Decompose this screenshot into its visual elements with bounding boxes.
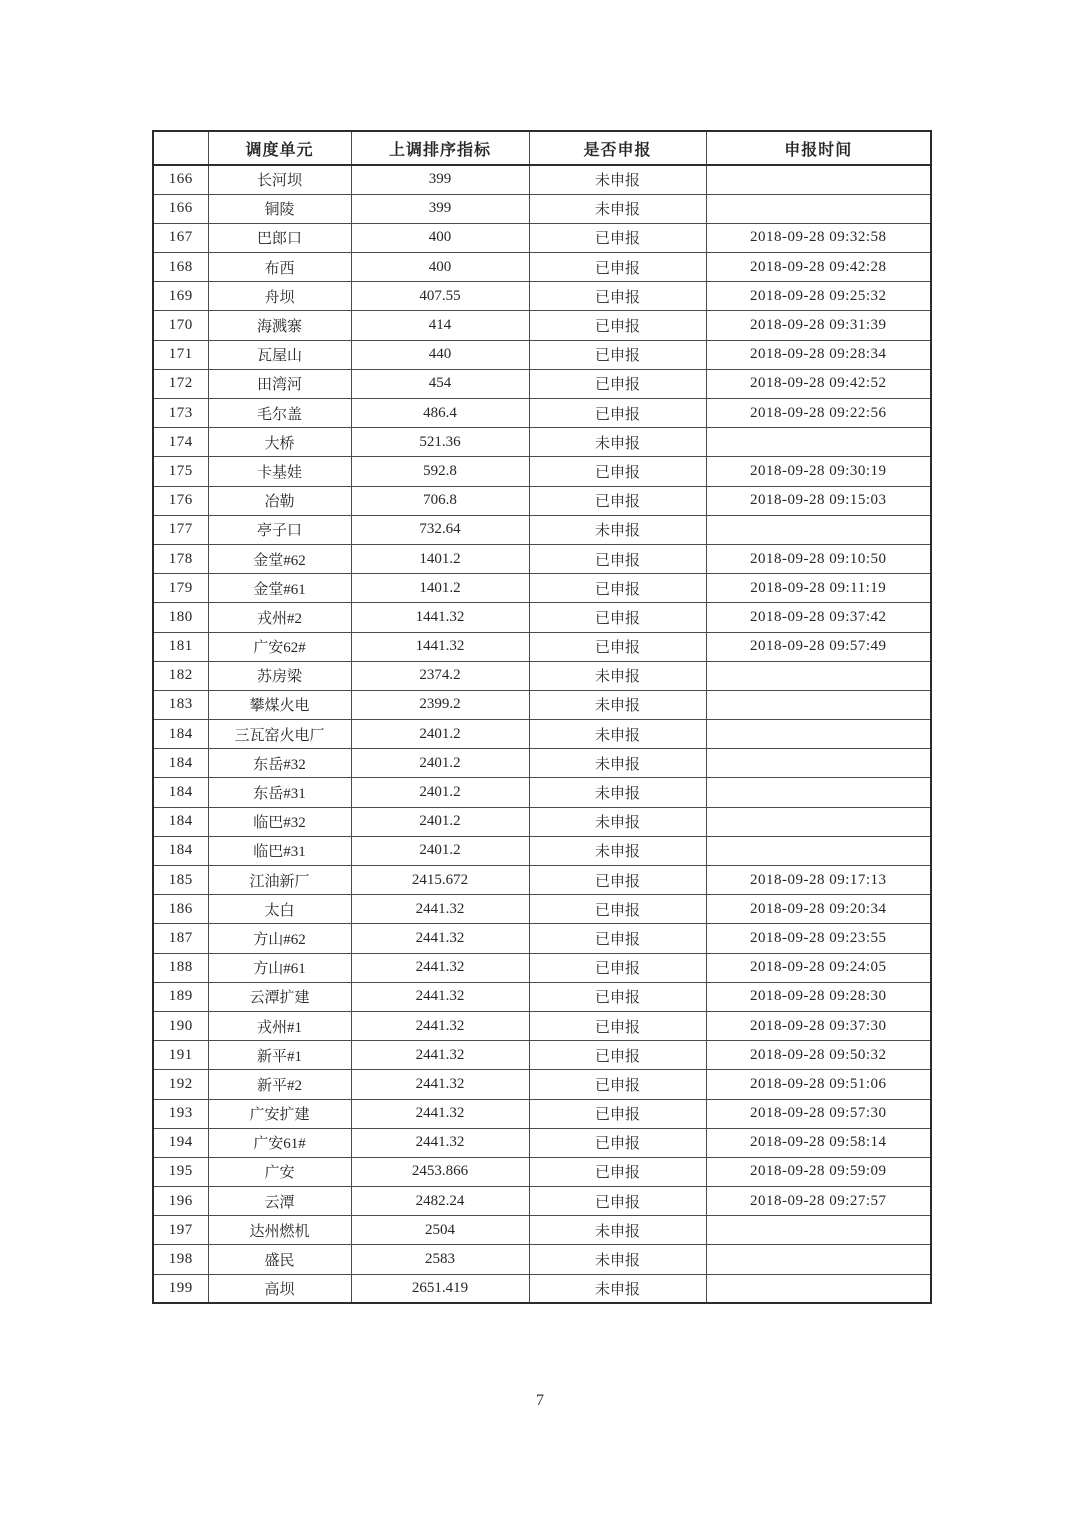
cell-declared: 已申报 <box>529 223 706 252</box>
table-row <box>153 544 931 573</box>
table-row <box>153 1041 931 1070</box>
cell-rank: 171 <box>153 340 208 369</box>
cell-unit: 苏房梁 <box>208 661 351 690</box>
cell-declared: 已申报 <box>529 632 706 661</box>
cell-unit: 瓦屋山 <box>208 340 351 369</box>
table-row <box>153 720 931 749</box>
table-row <box>153 457 931 486</box>
cell-declared: 已申报 <box>529 486 706 515</box>
cell-indicator: 2401.2 <box>351 749 529 778</box>
cell-time: 2018-09-28 09:50:32 <box>706 1041 931 1070</box>
cell-time <box>706 1274 931 1303</box>
cell-time: 2018-09-28 09:28:34 <box>706 340 931 369</box>
cell-indicator: 2441.32 <box>351 924 529 953</box>
cell-time <box>706 836 931 865</box>
cell-rank: 184 <box>153 778 208 807</box>
cell-unit: 金堂#61 <box>208 574 351 603</box>
cell-unit: 临巴#32 <box>208 807 351 836</box>
cell-unit: 布西 <box>208 253 351 282</box>
cell-time <box>706 661 931 690</box>
cell-time: 2018-09-28 09:15:03 <box>706 486 931 515</box>
cell-rank: 194 <box>153 1128 208 1157</box>
cell-indicator: 2453.866 <box>351 1157 529 1186</box>
cell-declared: 已申报 <box>529 1099 706 1128</box>
table-row <box>153 311 931 340</box>
cell-declared: 已申报 <box>529 1187 706 1216</box>
cell-rank: 195 <box>153 1157 208 1186</box>
table-row <box>153 632 931 661</box>
table-row <box>153 1245 931 1274</box>
cell-rank: 172 <box>153 369 208 398</box>
cell-indicator: 706.8 <box>351 486 529 515</box>
table-row <box>153 369 931 398</box>
cell-declared: 已申报 <box>529 1128 706 1157</box>
table-row <box>153 1216 931 1245</box>
cell-indicator: 2651.419 <box>351 1274 529 1303</box>
table-row <box>153 282 931 311</box>
cell-time: 2018-09-28 09:31:39 <box>706 311 931 340</box>
cell-time: 2018-09-28 09:42:28 <box>706 253 931 282</box>
cell-time: 2018-09-28 09:30:19 <box>706 457 931 486</box>
cell-unit: 云潭 <box>208 1187 351 1216</box>
cell-indicator: 2415.672 <box>351 866 529 895</box>
cell-unit: 广安扩建 <box>208 1099 351 1128</box>
cell-unit: 盛民 <box>208 1245 351 1274</box>
cell-unit: 金堂#62 <box>208 544 351 573</box>
cell-declared: 未申报 <box>529 515 706 544</box>
cell-rank: 166 <box>153 165 208 194</box>
cell-time <box>706 778 931 807</box>
cell-rank: 168 <box>153 253 208 282</box>
cell-unit: 广安 <box>208 1157 351 1186</box>
cell-indicator: 414 <box>351 311 529 340</box>
cell-unit: 戎州#1 <box>208 1011 351 1040</box>
cell-indicator: 2441.32 <box>351 1128 529 1157</box>
cell-time: 2018-09-28 09:51:06 <box>706 1070 931 1099</box>
cell-unit: 三瓦窑火电厂 <box>208 720 351 749</box>
cell-unit: 云潭扩建 <box>208 982 351 1011</box>
cell-declared: 已申报 <box>529 866 706 895</box>
table-row <box>153 253 931 282</box>
cell-rank: 181 <box>153 632 208 661</box>
cell-unit: 亭子口 <box>208 515 351 544</box>
table-row <box>153 1099 931 1128</box>
cell-indicator: 2401.2 <box>351 807 529 836</box>
cell-rank: 186 <box>153 895 208 924</box>
cell-unit: 达州燃机 <box>208 1216 351 1245</box>
column-header-rank <box>153 131 208 165</box>
cell-rank: 184 <box>153 807 208 836</box>
cell-unit: 新平#1 <box>208 1041 351 1070</box>
cell-time: 2018-09-28 09:37:30 <box>706 1011 931 1040</box>
cell-indicator: 2504 <box>351 1216 529 1245</box>
cell-declared: 已申报 <box>529 953 706 982</box>
cell-declared: 已申报 <box>529 1157 706 1186</box>
cell-declared: 未申报 <box>529 690 706 719</box>
cell-indicator: 2441.32 <box>351 895 529 924</box>
cell-indicator: 732.64 <box>351 515 529 544</box>
cell-indicator: 2441.32 <box>351 982 529 1011</box>
cell-declared: 已申报 <box>529 311 706 340</box>
header-row <box>153 131 931 165</box>
cell-time <box>706 194 931 223</box>
cell-unit: 攀煤火电 <box>208 690 351 719</box>
table-row <box>153 953 931 982</box>
cell-unit: 东岳#32 <box>208 749 351 778</box>
table-row <box>153 399 931 428</box>
cell-declared: 未申报 <box>529 749 706 778</box>
dispatch-units-table <box>152 130 932 1304</box>
table-row <box>153 807 931 836</box>
cell-rank: 189 <box>153 982 208 1011</box>
cell-declared: 已申报 <box>529 924 706 953</box>
cell-rank: 199 <box>153 1274 208 1303</box>
table-row <box>153 340 931 369</box>
table-row <box>153 1157 931 1186</box>
cell-declared: 已申报 <box>529 457 706 486</box>
cell-indicator: 1401.2 <box>351 574 529 603</box>
cell-rank: 167 <box>153 223 208 252</box>
cell-unit: 长河坝 <box>208 165 351 194</box>
cell-indicator: 1441.32 <box>351 603 529 632</box>
cell-rank: 166 <box>153 194 208 223</box>
cell-unit: 太白 <box>208 895 351 924</box>
cell-time: 2018-09-28 09:59:09 <box>706 1157 931 1186</box>
cell-rank: 197 <box>153 1216 208 1245</box>
cell-unit: 冶勒 <box>208 486 351 515</box>
table-row <box>153 1187 931 1216</box>
table-row <box>153 1128 931 1157</box>
cell-time: 2018-09-28 09:24:05 <box>706 953 931 982</box>
cell-rank: 176 <box>153 486 208 515</box>
cell-declared: 未申报 <box>529 720 706 749</box>
cell-declared: 未申报 <box>529 1245 706 1274</box>
cell-indicator: 592.8 <box>351 457 529 486</box>
table-row <box>153 924 931 953</box>
cell-declared: 已申报 <box>529 895 706 924</box>
cell-declared: 未申报 <box>529 165 706 194</box>
cell-rank: 175 <box>153 457 208 486</box>
cell-unit: 海溅寨 <box>208 311 351 340</box>
cell-time <box>706 1216 931 1245</box>
table-body <box>153 165 931 1303</box>
cell-rank: 187 <box>153 924 208 953</box>
cell-rank: 178 <box>153 544 208 573</box>
cell-time: 2018-09-28 09:32:58 <box>706 223 931 252</box>
cell-time: 2018-09-28 09:20:34 <box>706 895 931 924</box>
cell-indicator: 399 <box>351 165 529 194</box>
cell-time <box>706 165 931 194</box>
cell-unit: 毛尔盖 <box>208 399 351 428</box>
table-row <box>153 194 931 223</box>
cell-unit: 广安62# <box>208 632 351 661</box>
table-row <box>153 574 931 603</box>
cell-time <box>706 428 931 457</box>
cell-declared: 已申报 <box>529 399 706 428</box>
cell-time: 2018-09-28 09:57:49 <box>706 632 931 661</box>
table-row <box>153 836 931 865</box>
cell-time: 2018-09-28 09:17:13 <box>706 866 931 895</box>
cell-indicator: 2374.2 <box>351 661 529 690</box>
cell-rank: 174 <box>153 428 208 457</box>
cell-time <box>706 515 931 544</box>
table-row <box>153 895 931 924</box>
cell-declared: 已申报 <box>529 1041 706 1070</box>
cell-unit: 戎州#2 <box>208 603 351 632</box>
cell-indicator: 1401.2 <box>351 544 529 573</box>
cell-declared: 已申报 <box>529 282 706 311</box>
cell-indicator: 486.4 <box>351 399 529 428</box>
cell-indicator: 2441.32 <box>351 1041 529 1070</box>
cell-indicator: 2441.32 <box>351 953 529 982</box>
cell-rank: 173 <box>153 399 208 428</box>
cell-time: 2018-09-28 09:57:30 <box>706 1099 931 1128</box>
cell-indicator: 440 <box>351 340 529 369</box>
cell-declared: 未申报 <box>529 428 706 457</box>
table-row <box>153 603 931 632</box>
cell-time: 2018-09-28 09:22:56 <box>706 399 931 428</box>
cell-declared: 已申报 <box>529 982 706 1011</box>
table-row <box>153 778 931 807</box>
cell-declared: 已申报 <box>529 1011 706 1040</box>
table-row <box>153 982 931 1011</box>
cell-rank: 198 <box>153 1245 208 1274</box>
cell-rank: 184 <box>153 836 208 865</box>
cell-unit: 广安61# <box>208 1128 351 1157</box>
cell-indicator: 2441.32 <box>351 1099 529 1128</box>
cell-unit: 铜陵 <box>208 194 351 223</box>
cell-indicator: 1441.32 <box>351 632 529 661</box>
cell-declared: 未申报 <box>529 836 706 865</box>
cell-rank: 192 <box>153 1070 208 1099</box>
cell-rank: 180 <box>153 603 208 632</box>
table-row <box>153 866 931 895</box>
cell-unit: 临巴#31 <box>208 836 351 865</box>
cell-indicator: 2401.2 <box>351 836 529 865</box>
cell-unit: 方山#61 <box>208 953 351 982</box>
cell-time <box>706 807 931 836</box>
column-header-unit: 调度单元 <box>208 131 351 165</box>
table-header <box>153 131 931 165</box>
cell-declared: 未申报 <box>529 807 706 836</box>
cell-time <box>706 720 931 749</box>
column-header-declared: 是否申报 <box>529 131 706 165</box>
cell-time: 2018-09-28 09:25:32 <box>706 282 931 311</box>
table-row <box>153 428 931 457</box>
cell-unit: 卡基娃 <box>208 457 351 486</box>
cell-indicator: 407.55 <box>351 282 529 311</box>
cell-unit: 江油新厂 <box>208 866 351 895</box>
cell-unit: 田湾河 <box>208 369 351 398</box>
cell-rank: 184 <box>153 720 208 749</box>
cell-declared: 未申报 <box>529 1274 706 1303</box>
column-header-time: 申报时间 <box>706 131 931 165</box>
cell-rank: 179 <box>153 574 208 603</box>
page-number: 7 <box>536 1392 544 1409</box>
table-row <box>153 1011 931 1040</box>
cell-rank: 183 <box>153 690 208 719</box>
cell-declared: 已申报 <box>529 253 706 282</box>
cell-rank: 193 <box>153 1099 208 1128</box>
cell-rank: 185 <box>153 866 208 895</box>
cell-unit: 高坝 <box>208 1274 351 1303</box>
table-row <box>153 515 931 544</box>
cell-declared: 已申报 <box>529 574 706 603</box>
cell-indicator: 2401.2 <box>351 778 529 807</box>
cell-unit: 大桥 <box>208 428 351 457</box>
column-header-indicator: 上调排序指标 <box>351 131 529 165</box>
cell-rank: 190 <box>153 1011 208 1040</box>
cell-time: 2018-09-28 09:27:57 <box>706 1187 931 1216</box>
cell-rank: 177 <box>153 515 208 544</box>
cell-unit: 舟坝 <box>208 282 351 311</box>
cell-rank: 184 <box>153 749 208 778</box>
table-row <box>153 1274 931 1303</box>
cell-time: 2018-09-28 09:58:14 <box>706 1128 931 1157</box>
cell-time: 2018-09-28 09:23:55 <box>706 924 931 953</box>
cell-rank: 169 <box>153 282 208 311</box>
cell-time: 2018-09-28 09:11:19 <box>706 574 931 603</box>
table-row <box>153 486 931 515</box>
cell-rank: 170 <box>153 311 208 340</box>
cell-declared: 未申报 <box>529 1216 706 1245</box>
cell-time <box>706 749 931 778</box>
cell-unit: 巴郎口 <box>208 223 351 252</box>
table-row <box>153 661 931 690</box>
cell-time: 2018-09-28 09:10:50 <box>706 544 931 573</box>
cell-indicator: 2583 <box>351 1245 529 1274</box>
cell-indicator: 399 <box>351 194 529 223</box>
table-row <box>153 749 931 778</box>
cell-rank: 188 <box>153 953 208 982</box>
cell-rank: 182 <box>153 661 208 690</box>
cell-indicator: 2482.24 <box>351 1187 529 1216</box>
cell-declared: 已申报 <box>529 369 706 398</box>
cell-indicator: 2401.2 <box>351 720 529 749</box>
cell-indicator: 2441.32 <box>351 1070 529 1099</box>
table-row <box>153 223 931 252</box>
cell-time <box>706 1245 931 1274</box>
cell-declared: 未申报 <box>529 194 706 223</box>
cell-time: 2018-09-28 09:42:52 <box>706 369 931 398</box>
cell-unit: 新平#2 <box>208 1070 351 1099</box>
cell-rank: 196 <box>153 1187 208 1216</box>
cell-declared: 已申报 <box>529 1070 706 1099</box>
cell-indicator: 400 <box>351 223 529 252</box>
cell-time <box>706 690 931 719</box>
cell-time: 2018-09-28 09:28:30 <box>706 982 931 1011</box>
cell-indicator: 2399.2 <box>351 690 529 719</box>
cell-unit: 东岳#31 <box>208 778 351 807</box>
cell-indicator: 400 <box>351 253 529 282</box>
cell-declared: 未申报 <box>529 778 706 807</box>
cell-indicator: 521.36 <box>351 428 529 457</box>
cell-indicator: 2441.32 <box>351 1011 529 1040</box>
cell-indicator: 454 <box>351 369 529 398</box>
cell-declared: 已申报 <box>529 340 706 369</box>
cell-unit: 方山#62 <box>208 924 351 953</box>
cell-declared: 已申报 <box>529 603 706 632</box>
cell-declared: 未申报 <box>529 661 706 690</box>
cell-time: 2018-09-28 09:37:42 <box>706 603 931 632</box>
table-row <box>153 1070 931 1099</box>
table-row <box>153 690 931 719</box>
cell-declared: 已申报 <box>529 544 706 573</box>
table-row <box>153 165 931 194</box>
cell-rank: 191 <box>153 1041 208 1070</box>
